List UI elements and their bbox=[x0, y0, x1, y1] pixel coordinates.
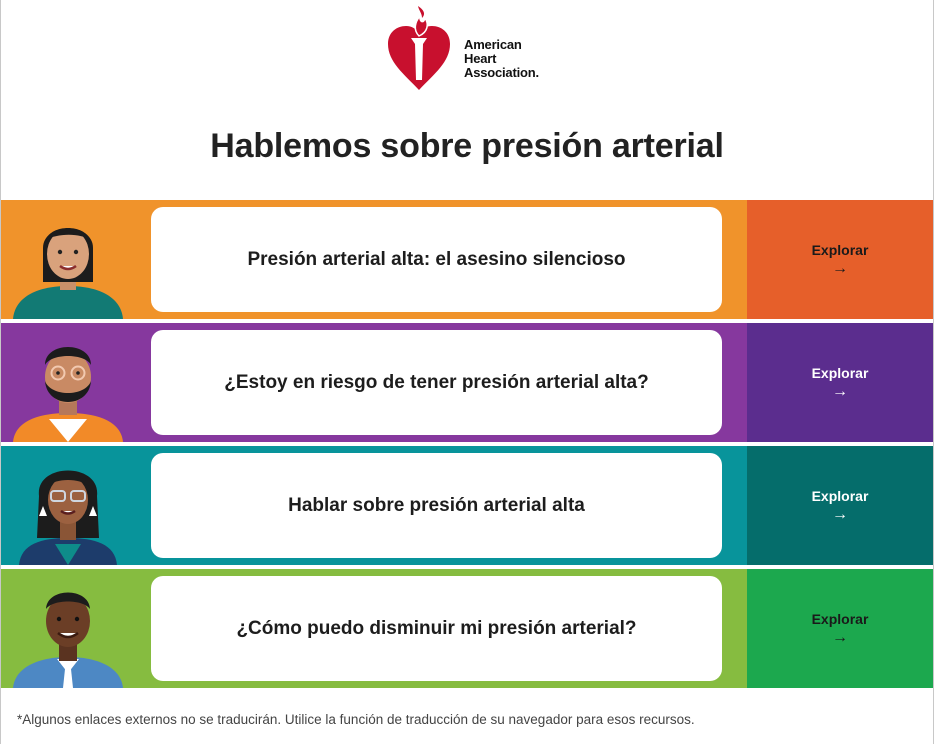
topic-row-silent-killer[interactable] bbox=[1, 200, 933, 319]
woman-glasses-avatar-icon bbox=[5, 446, 131, 565]
heart-torch-icon bbox=[384, 2, 454, 92]
aha-logo[interactable] bbox=[384, 2, 564, 92]
explore-label: Explorar bbox=[811, 364, 869, 381]
topic-title: ¿Estoy en riesgo de tener presión arterial alta? bbox=[224, 371, 649, 393]
explore-button[interactable] bbox=[747, 200, 933, 319]
topic-card[interactable] bbox=[151, 576, 722, 681]
explore-button[interactable] bbox=[747, 446, 933, 565]
explore-label: Explorar bbox=[811, 241, 869, 258]
topic-card[interactable] bbox=[151, 330, 722, 435]
topic-title: Hablar sobre presión arterial alta bbox=[288, 494, 585, 516]
explore-label: Explorar bbox=[811, 487, 869, 504]
woman-avatar-icon bbox=[5, 200, 131, 319]
logo-wordmark: American Heart Association. bbox=[464, 37, 539, 80]
translation-footnote: *Algunos enlaces externos no se traducirán. Utilice la función de traducción de su navegador para esos recursos. bbox=[17, 712, 695, 727]
topic-card[interactable] bbox=[151, 207, 722, 312]
arrow-right-icon: → bbox=[832, 505, 848, 523]
arrow-right-icon: → bbox=[832, 382, 848, 400]
man-glasses-avatar-icon bbox=[5, 323, 131, 442]
topic-row-talk[interactable] bbox=[1, 446, 933, 565]
topic-row-lower[interactable] bbox=[1, 569, 933, 688]
topic-card[interactable] bbox=[151, 453, 722, 558]
man-avatar-icon bbox=[5, 569, 131, 688]
arrow-right-icon: → bbox=[832, 628, 848, 646]
arrow-right-icon: → bbox=[832, 259, 848, 277]
topic-title: Presión arterial alta: el asesino silencioso bbox=[247, 248, 626, 270]
topic-title: ¿Cómo puedo disminuir mi presión arterial? bbox=[236, 617, 637, 639]
page-title: Hablemos sobre presión arterial bbox=[210, 127, 724, 165]
explore-button[interactable] bbox=[747, 569, 933, 688]
explore-label: Explorar bbox=[811, 610, 869, 627]
explore-button[interactable] bbox=[747, 323, 933, 442]
topic-row-risk[interactable] bbox=[1, 323, 933, 442]
